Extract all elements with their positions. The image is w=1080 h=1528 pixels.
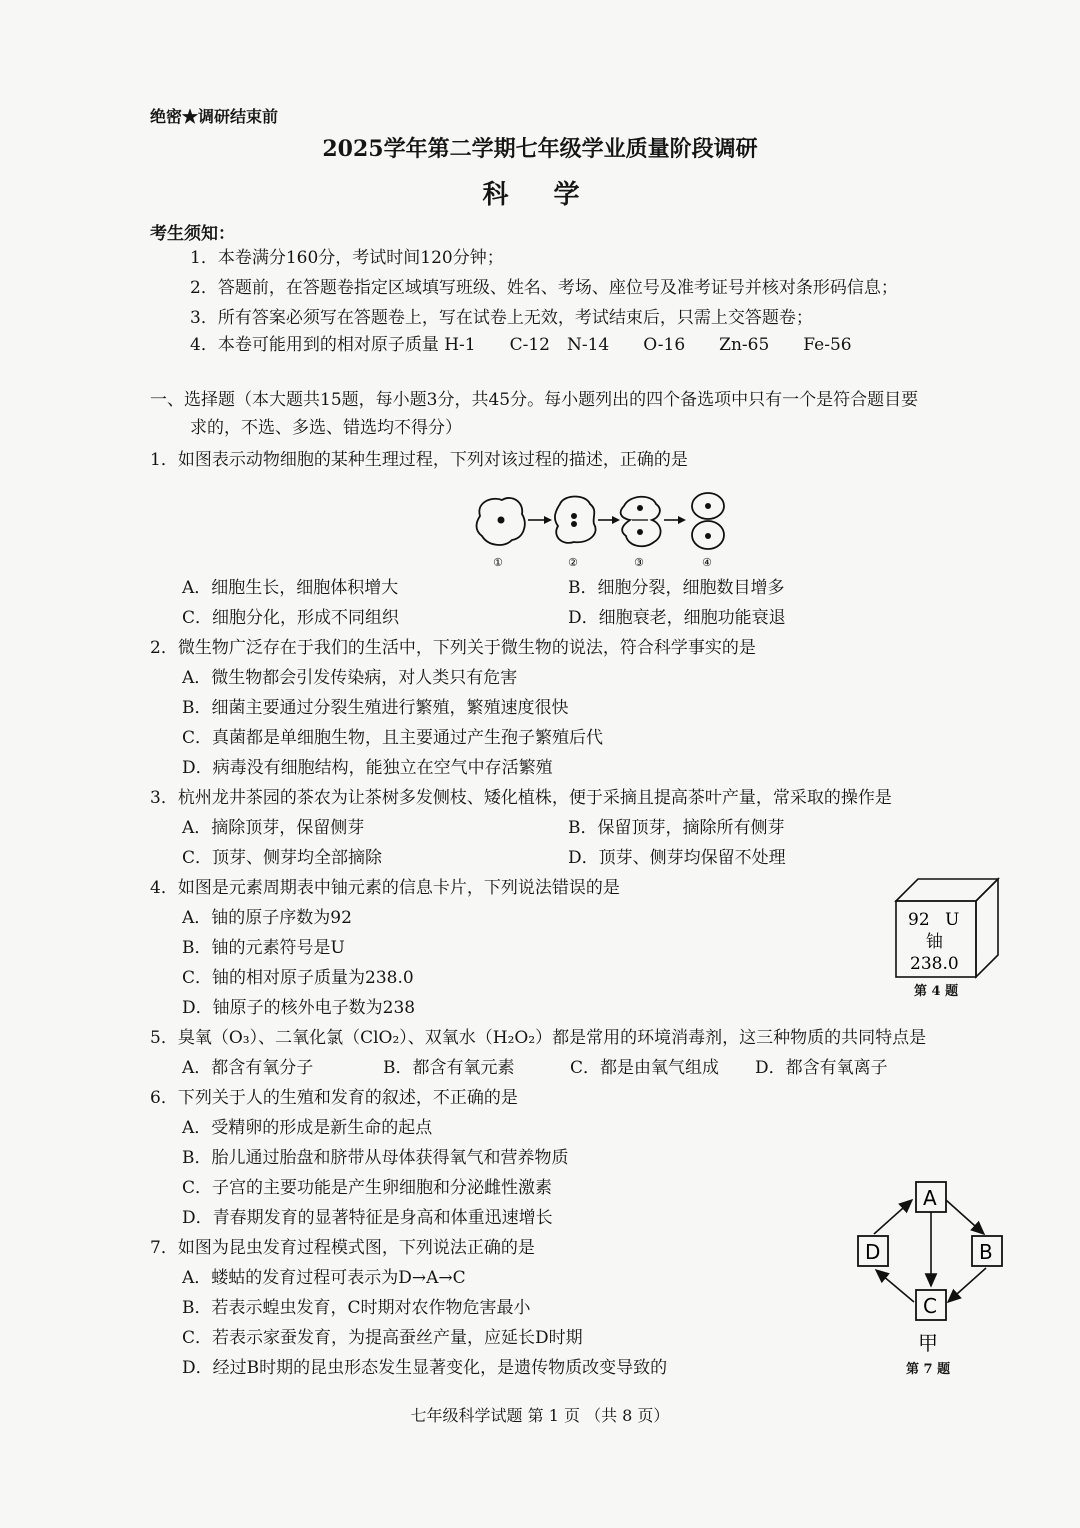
- question-2-stem: 2．微生物广泛存在于我们的生活中，下列关于微生物的说法，符合科学事实的是: [150, 638, 756, 658]
- q6-option-b: B．胎儿通过胎盘和脐带从母体获得氧气和营养物质: [182, 1148, 569, 1168]
- element-mass: 238.0: [910, 954, 959, 974]
- q3-option-a: A．摘除顶芽，保留侧芽: [182, 818, 365, 838]
- q2-option-b: B．细菌主要通过分裂生殖进行繁殖，繁殖速度很快: [182, 698, 569, 718]
- question-1-stem: 1．如图表示动物细胞的某种生理过程，下列对该过程的描述，正确的是: [150, 450, 688, 470]
- cell-3-nucleus: [637, 505, 643, 511]
- q4-option-d: D．铀原子的核外电子数为238: [182, 998, 416, 1018]
- q5-option-d: D．都含有氧离子: [755, 1058, 888, 1078]
- element-name: 铀: [926, 932, 943, 952]
- question-3-stem: 3．杭州龙井茶园的茶农为让茶树多发侧枝、矮化植株，便于采摘且提高茶叶产量，常采取的操作是: [150, 788, 892, 808]
- cell-1-nucleus: [498, 517, 505, 524]
- figure-label-1: ①: [493, 556, 503, 569]
- q4-option-a: A．铀的原子序数为92: [182, 908, 352, 928]
- q3-option-c: C．顶芽、侧芽均全部摘除: [182, 848, 383, 868]
- element-symbol: U: [945, 910, 960, 930]
- cell-division-figure: [468, 488, 738, 570]
- figure-4-caption: 第 4 题: [914, 984, 959, 999]
- question-4-stem: 4．如图是元素周期表中铀元素的信息卡片，下列说法错误的是: [150, 878, 620, 898]
- insect-development-diagram: [850, 1178, 1030, 1384]
- q4-option-b: B．铀的元素符号是U: [182, 938, 345, 958]
- diagram-label: 甲: [918, 1331, 938, 1355]
- q2-option-a: A．微生物都会引发传染病，对人类只有危害: [182, 668, 518, 688]
- arrow-icon: [544, 516, 552, 524]
- node-d: D: [865, 1240, 881, 1264]
- notice-heading: 考生须知：: [150, 224, 235, 244]
- figure-label-3: ③: [634, 556, 644, 569]
- q2-option-d: D．病毒没有细胞结构，能独立在空气中存活繁殖: [182, 758, 553, 778]
- page-footer: 七年级科学试题 第 1 页 （共 8 页）: [410, 1406, 670, 1425]
- notice-item: 1．本卷满分160分，考试时间120分钟；: [190, 248, 504, 268]
- figure-7-caption: 第 7 题: [906, 1362, 951, 1377]
- figure-label-4: ④: [702, 556, 712, 569]
- q6-option-d: D．青春期发育的显著特征是身高和体重迅速增长: [182, 1208, 553, 1228]
- question-6-stem: 6．下列关于人的生殖和发育的叙述，不正确的是: [150, 1088, 518, 1108]
- notice-item: 2．答题前，在答题卷指定区域填写班级、姓名、考场、座位号及准考证号并核对条形码信息；: [190, 278, 898, 298]
- q1-option-b: B．细胞分裂，细胞数目增多: [568, 578, 785, 598]
- node-c: C: [923, 1294, 937, 1318]
- q3-option-d: D．顶芽、侧芽均保留不处理: [568, 848, 786, 868]
- q6-option-a: A．受精卵的形成是新生命的起点: [182, 1118, 433, 1138]
- subject-title: 科 学: [482, 180, 598, 210]
- section-heading-cont: 求的，不选、多选、错选均不得分）: [190, 418, 462, 438]
- section-heading: 一、选择题（本大题共15题，每小题3分，共45分。每小题列出的四个备选项中只有一个是符合题目要: [150, 390, 919, 410]
- q7-option-a: A．蝼蛄的发育过程可表示为D→A→C: [182, 1268, 466, 1288]
- q3-option-b: B．保留顶芽，摘除所有侧芽: [568, 818, 785, 838]
- exam-title: 2025学年第二学期七年级学业质量阶段调研: [322, 136, 758, 162]
- q1-option-d: D．细胞衰老，细胞功能衰退: [568, 608, 786, 628]
- q5-option-c: C．都是由氧气组成: [570, 1058, 720, 1078]
- element-number: 92: [908, 910, 930, 930]
- cell-2-nucleus: [571, 513, 577, 519]
- q1-option-a: A．细胞生长，细胞体积增大: [182, 578, 399, 598]
- q7-option-d: D．经过B时期的昆虫形态发生显著变化，是遗传物质改变导致的: [182, 1358, 668, 1378]
- q7-option-c: C．若表示家蚕发育，为提高蚕丝产量，应延长D时期: [182, 1328, 583, 1348]
- question-7-stem: 7．如图为昆虫发育过程模式图，下列说法正确的是: [150, 1238, 535, 1258]
- cell-3-outline: [621, 497, 661, 547]
- cell-2-outline: [555, 497, 596, 543]
- figure-label-2: ②: [568, 556, 578, 569]
- q4-option-c: C．铀的相对原子质量为238.0: [182, 968, 414, 988]
- q2-option-c: C．真菌都是单细胞生物，且主要通过产生孢子繁殖后代: [182, 728, 604, 748]
- node-b: B: [979, 1240, 993, 1264]
- q5-option-b: B．都含有氧元素: [383, 1058, 515, 1078]
- q1-option-c: C．细胞分化，形成不同组织: [182, 608, 400, 628]
- q6-option-c: C．子宫的主要功能是产生卵细胞和分泌雌性激素: [182, 1178, 553, 1198]
- arrow-icon: [678, 516, 686, 524]
- q5-option-a: A．都含有氧分子: [182, 1058, 314, 1078]
- node-a: A: [923, 1186, 937, 1210]
- arrow-icon: [612, 516, 620, 524]
- question-5-stem: 5．臭氧（O₃）、二氧化氯（ClO₂）、双氧水（H₂O₂）都是常用的环境消毒剂，这三种物质的共同特点是: [150, 1028, 927, 1048]
- confidential-mark: 绝密★调研结束前: [150, 107, 279, 126]
- notice-item: 4．本卷可能用到的相对原子质量 H-1 C-12 N-14 O-16 Zn-65 Fe-56: [190, 335, 852, 355]
- notice-item: 3．所有答案必须写在答题卷上，写在试卷上无效，考试结束后，只需上交答题卷；: [190, 308, 813, 328]
- uranium-element-card: [888, 873, 1004, 979]
- q7-option-b: B．若表示蝗虫发育，C时期对农作物危害最小: [182, 1298, 531, 1318]
